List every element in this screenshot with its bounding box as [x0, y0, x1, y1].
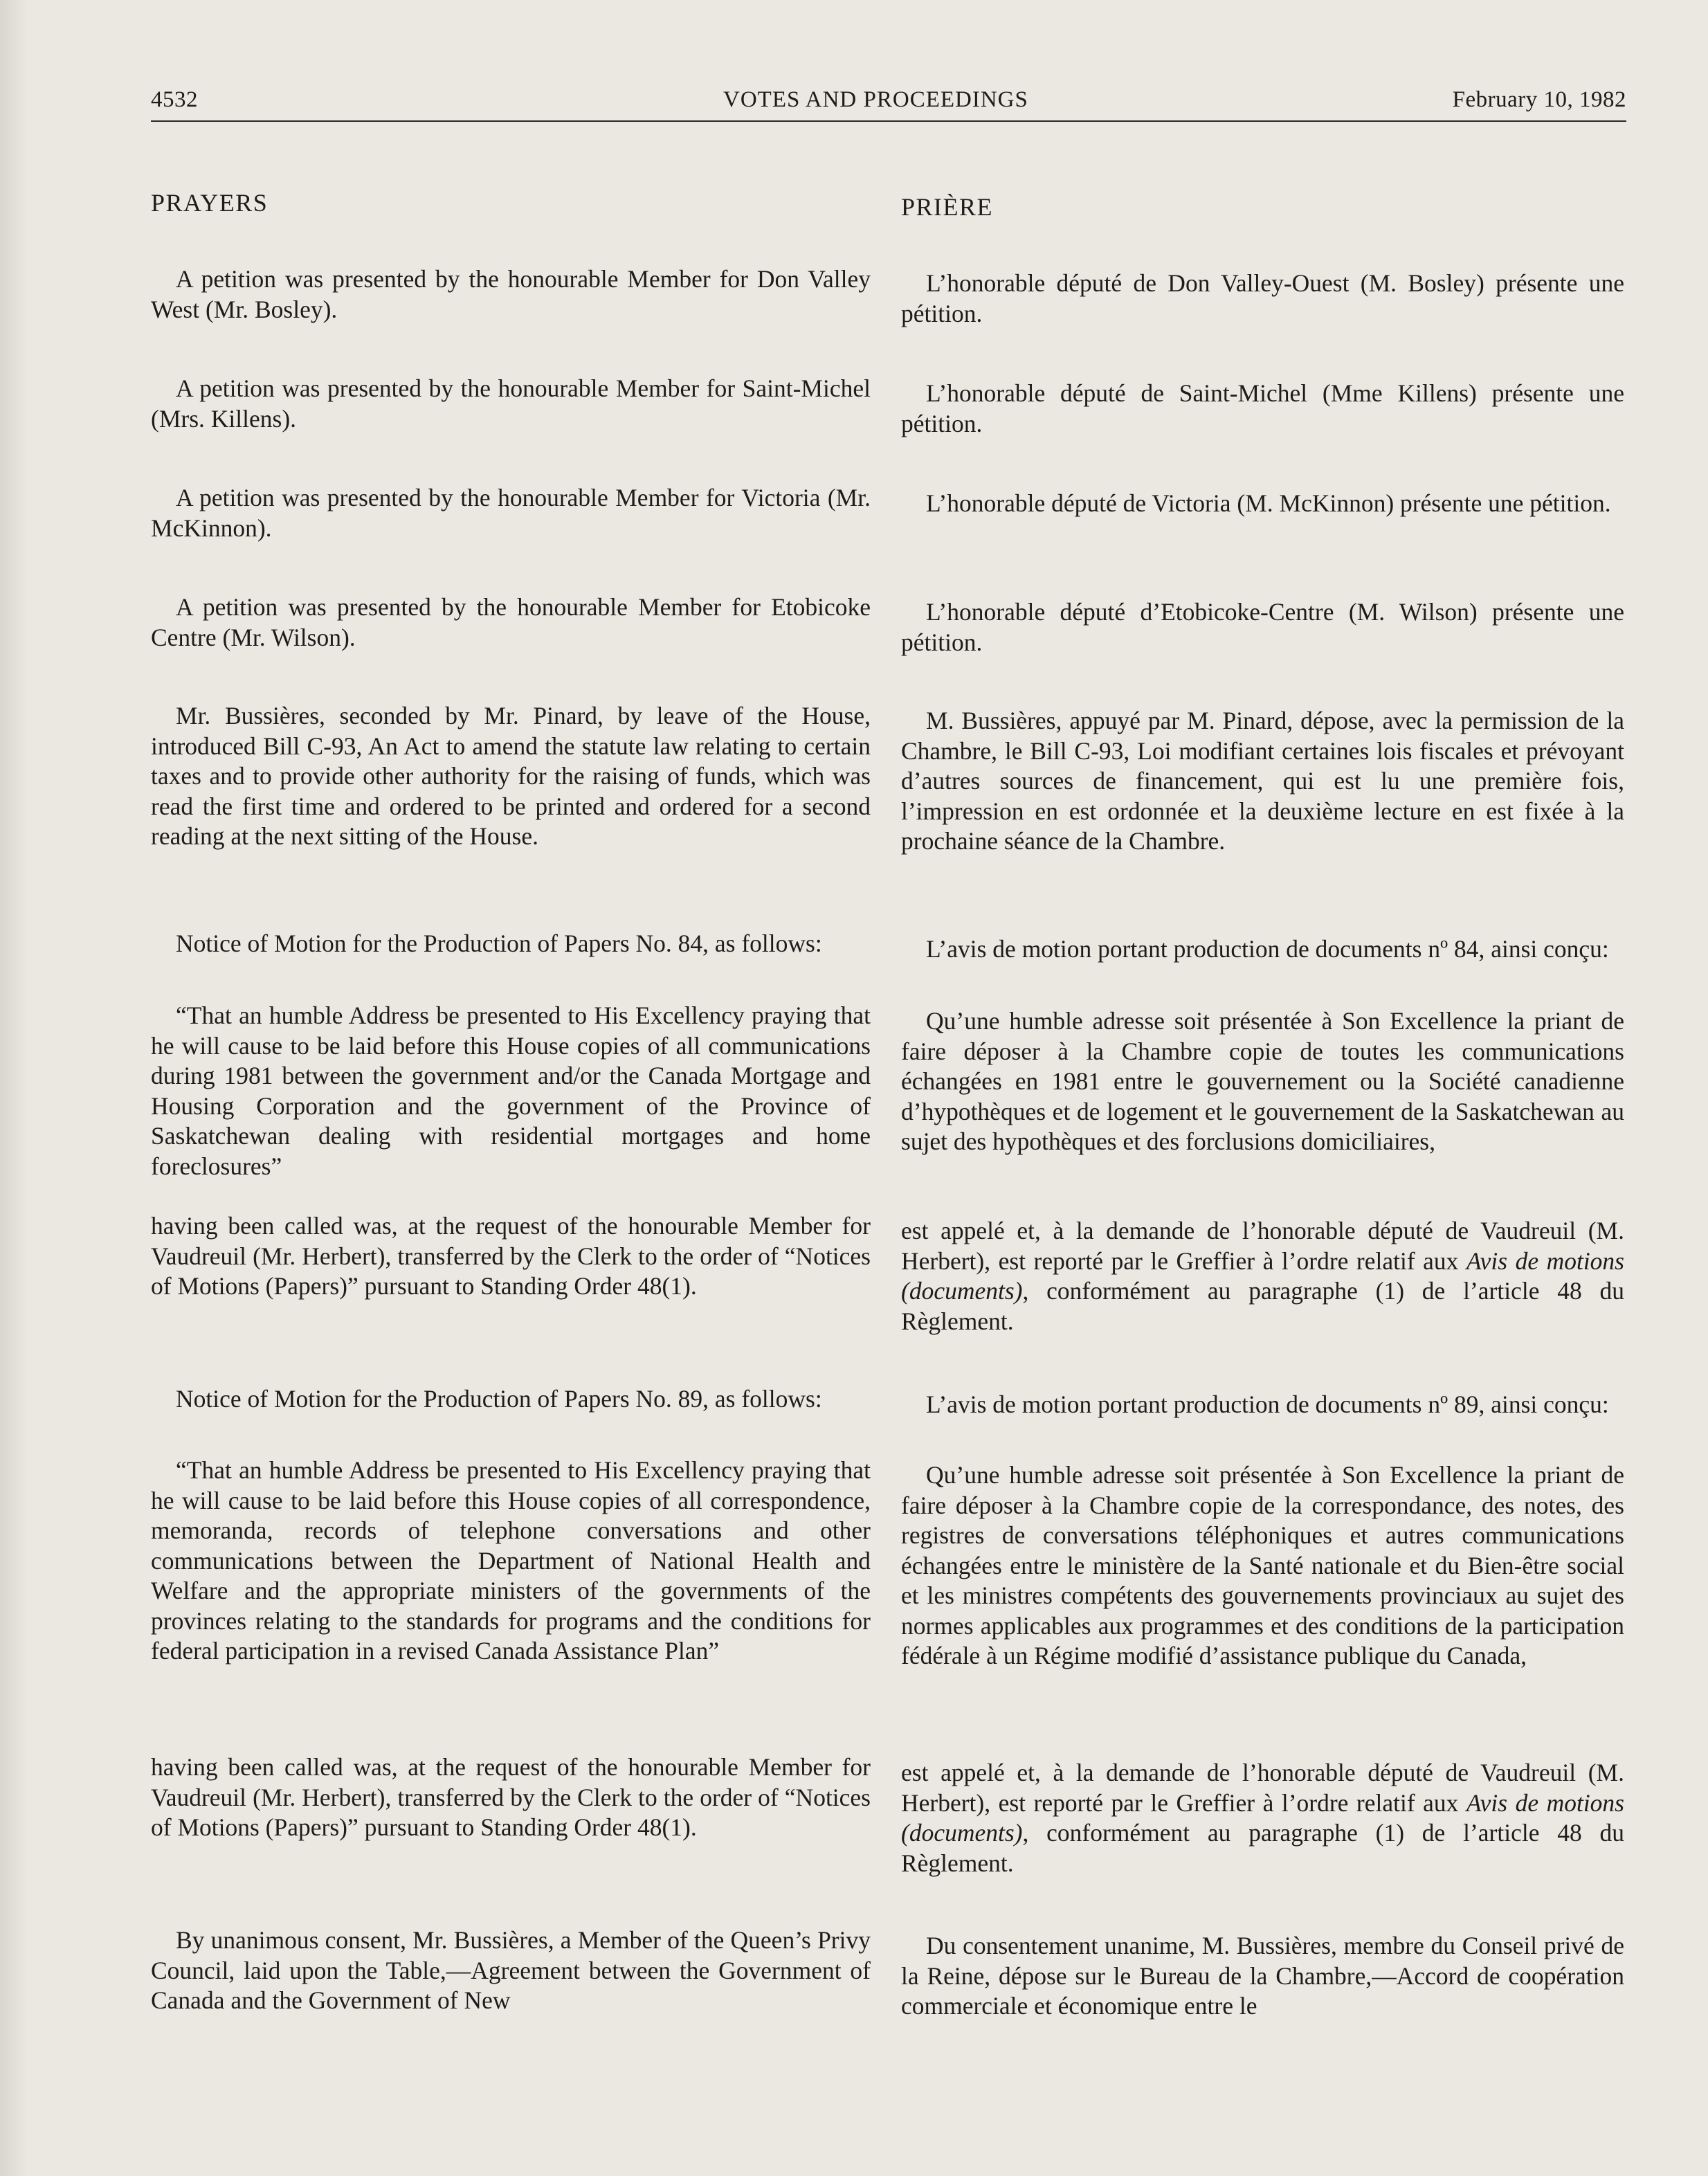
notice-84-intro: Notice of Motion for the Production of Papers No. 84, as follows: [176, 930, 822, 957]
page-number: 4532 [151, 87, 198, 112]
english-heading: PRAYERS [151, 189, 269, 217]
header-date: February 10, 1982 [1452, 87, 1626, 112]
petition-paragraph: L’honorable député de Don Valley-Ouest (M. Bosley) présente une pétition. [901, 269, 1624, 327]
result-text: , conformément au paragraphe (1) de l’article 48 du Règlement. [901, 1819, 1624, 1877]
notice-89-result [901, 1758, 1624, 1878]
notice-89-result: having been called was, at the request of the honourable Member for Vaudreuil (Mr. Herbert), transferred by the Clerk to the order of “Notices of Motions (Papers)” pursuant to Standing Order 48(1). [151, 1753, 871, 1841]
running-title: VOTES AND PROCEEDINGS [723, 87, 1028, 112]
petition-paragraph: A petition was presented by the honourable Member for Saint-Michel (Mrs. Killens). [151, 374, 871, 433]
petition-paragraph: L’honorable député de Victoria (M. McKinnon) présente une pétition. [926, 489, 1611, 517]
notice-84-intro: L’avis de motion portant production de documents nº 84, ainsi conçu: [926, 935, 1609, 963]
consent-paragraph: Du consentement unanime, M. Bussières, membre du Conseil privé de la Reine, dépose sur le Bureau de la Chambre,—Accord de coopération commerciale et économique entre le [901, 1932, 1624, 2020]
petition-paragraph: A petition was presented by the honourable Member for Don Valley West (Mr. Bosley). [151, 265, 871, 323]
french-heading: PRIÈRE [901, 193, 994, 221]
result-text: est appelé et, à la demande de l’honorable député de Vaudreuil (M. Herbert), est reporté par le Greffier à l’ordre relatif aux [901, 1759, 1624, 1817]
order-title: Avis de motions (documents) [901, 1788, 1624, 1847]
notice-89-intro: L’avis de motion portant production de documents nº 89, ainsi conçu: [926, 1390, 1609, 1418]
petition-paragraph: L’honorable député de Saint-Michel (Mme Killens) présente une pétition. [901, 379, 1624, 437]
result-text: est appelé et, à la demande de l’honorable député de Vaudreuil (M. Herbert), est reporté par le Greffier à l’ordre relatif aux [901, 1217, 1624, 1275]
notice-84-result [901, 1216, 1624, 1336]
page-edge-shadow [0, 0, 28, 2176]
notice-89-intro: Notice of Motion for the Production of Papers No. 89, as follows: [176, 1385, 822, 1413]
notice-84-quote: “That an humble Address be presented to His Excellency praying that he will cause to be laid before this House copies of all communications during 1981 between the government and/or the Canada Mortgage and Housing Corporation and the government of the Province of Saskatchewan dealing with residential mortgages and home foreclosures” [151, 1001, 871, 1180]
petition-paragraph: A petition was presented by the honourable Member for Victoria (Mr. McKinnon). [151, 484, 871, 542]
notice-89-quote: “That an humble Address be presented to His Excellency praying that he will cause to be laid before this House copies of all correspondence, memoranda, records of telephone conversations and other communications between the Department of National Health and Welfare and the appropriate ministers of the governments of the provinces relating to the standards for programs and the conditions for federal participation in a revised Canada Assistance Plan” [151, 1456, 871, 1665]
notice-84-quote: Qu’une humble adresse soit présentée à Son Excellence la priant de faire déposer à la Chambre copie de toutes les communications échangées en 1981 entre le gouvernement ou la Société canadienne d’hypothèques et de logement et le gouvernement de la Saskatchewan au sujet des hypothèques et des forclusions domiciliaires, [901, 1007, 1624, 1155]
result-text: , conformément au paragraphe (1) de l’article 48 du Règlement. [901, 1277, 1624, 1335]
consent-paragraph: By unanimous consent, Mr. Bussières, a Member of the Queen’s Privy Council, laid upon the Table,—Agreement between the Government of Canada and the Government of New [151, 1926, 871, 2014]
order-title: Avis de motions (documents) [901, 1246, 1624, 1305]
header-rule [151, 120, 1626, 122]
bill-paragraph: Mr. Bussières, seconded by Mr. Pinard, by leave of the House, introduced Bill C-93, An Act to amend the statute law relating to certain taxes and to provide other authority for the raising of funds, which was read the first time and ordered to be printed and ordered for a second reading at the next sitting of the House. [151, 702, 871, 850]
petition-paragraph: L’honorable député d’Etobicoke-Centre (M. Wilson) présente une pétition. [901, 598, 1624, 656]
notice-84-result: having been called was, at the request of the honourable Member for Vaudreuil (Mr. Herbert), transferred by the Clerk to the order of “Notices of Motions (Papers)” pursuant to Standing Order 48(1). [151, 1212, 871, 1300]
petition-paragraph: A petition was presented by the honourable Member for Etobicoke Centre (Mr. Wilson). [151, 593, 871, 651]
notice-89-quote: Qu’une humble adresse soit présentée à Son Excellence la priant de faire déposer à la Chambre copie de la correspondance, des notes, des registres de conversations téléphoniques et autres communications échangées entre le ministère de la Santé nationale et du Bien-être social et les ministres compétents des gouvernements provinciaux au sujet des normes applicables aux programmes et des conditions de la participation fédérale à un Régime modifié d’assistance publique du Canada, [901, 1461, 1624, 1669]
bill-paragraph: M. Bussières, appuyé par M. Pinard, dépose, avec la permission de la Chambre, le Bill C-93, Loi modifiant certaines lois fiscales et prévoyant d’autres sources de financement, qui est lu une première fois, l’impression en est ordonnée et la deuxième lecture en est fixée à la prochaine séance de la Chambre. [901, 707, 1624, 855]
